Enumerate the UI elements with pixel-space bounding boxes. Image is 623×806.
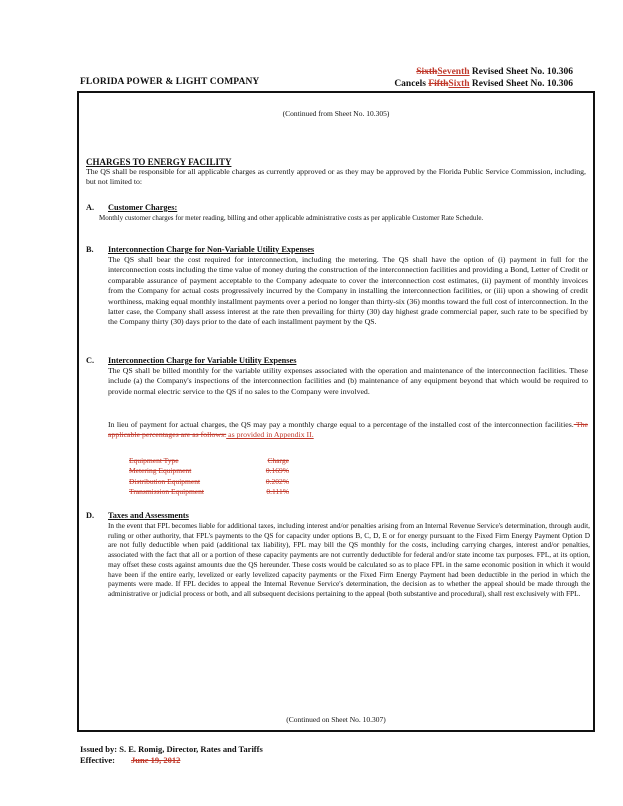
sheet-revision bbox=[394, 66, 573, 90]
rate-table-row bbox=[129, 487, 289, 497]
sheet-deleted-ordinal: Sixth bbox=[416, 67, 438, 77]
effective-line bbox=[80, 755, 263, 766]
rate-charge: 0.111% bbox=[266, 486, 289, 496]
issued-by-line bbox=[80, 744, 263, 755]
issued-by-value: S. E. Romig, Director, Rates and Tariffs bbox=[119, 744, 263, 754]
issuance-block bbox=[80, 744, 263, 766]
company-name: FLORIDA POWER & LIGHT COMPANY bbox=[80, 77, 260, 87]
section-d-title: Taxes and Assessments bbox=[108, 511, 189, 520]
rate-table-row bbox=[129, 477, 289, 487]
cancels-sheet-line bbox=[394, 78, 573, 90]
section-c-lieu-paragraph bbox=[108, 420, 588, 441]
revised-sheet-line bbox=[394, 66, 573, 78]
cancels-added-ordinal: Sixth bbox=[448, 79, 470, 89]
section-c-body: The QS shall be billed monthly for the variable utility expenses associated with the operation and maintenance of the interconnection facilities. These include (a) the Company's inspections of the interconnection facilities and (b) maintenance of any equipment beyond that which would be required to provide normal electric service to the QS if no sales to the Company were involved. bbox=[108, 366, 588, 396]
deleted-rate-table bbox=[129, 456, 289, 497]
issued-by-label: Issued by: bbox=[80, 744, 118, 754]
section-a-letter: A. bbox=[86, 203, 95, 212]
lieu-text: In lieu of payment for actual charges, the QS may pay a monthly charge equal to a percentage of the installed cost of the interconnection facilities. bbox=[108, 420, 574, 429]
section-d-letter: D. bbox=[86, 511, 95, 520]
rate-table-header bbox=[129, 456, 289, 466]
sheet-added-ordinal: Seventh bbox=[437, 67, 470, 77]
tariff-sheet-frame bbox=[77, 91, 595, 732]
rate-table-row bbox=[129, 466, 289, 476]
continued-on-note: (Continued on Sheet No. 10.307) bbox=[286, 715, 386, 724]
section-title: CHARGES TO ENERGY FACILITY bbox=[86, 157, 232, 167]
intro-paragraph: The QS shall be responsible for all applicable charges as currently approved or as they may be approved by the Florida Public Service Commission, including, but not limited to: bbox=[86, 167, 586, 187]
continued-from-note: (Continued from Sheet No. 10.305) bbox=[282, 109, 390, 118]
lieu-added-text: as provided in Appendix II. bbox=[226, 430, 314, 440]
section-a-body: Monthly customer charges for meter reading, billing and other applicable administrative costs as per applicable Customer Rate Schedule. bbox=[99, 214, 484, 222]
section-c-title: Interconnection Charge for Variable Utility Expenses bbox=[108, 356, 297, 365]
cancels-prefix: Cancels bbox=[394, 79, 429, 89]
section-c-letter: C. bbox=[86, 356, 95, 365]
sheet-number: Revised Sheet No. 10.306 bbox=[469, 67, 573, 77]
rate-table-head-type: Equipment Type bbox=[129, 456, 179, 465]
effective-date: June 19, 2012 bbox=[131, 755, 181, 765]
cancels-deleted-ordinal: Fifth bbox=[428, 79, 449, 89]
cancels-sheet-number: Revised Sheet No. 10.306 bbox=[469, 79, 573, 89]
rate-charge: 0.202% bbox=[265, 476, 289, 486]
rate-type: Transmission Equipment bbox=[129, 486, 204, 496]
rate-type: Distribution Equipment bbox=[129, 476, 201, 486]
section-a-title: Customer Charges: bbox=[108, 203, 178, 212]
section-b-letter: B. bbox=[86, 245, 94, 254]
section-b-title: Interconnection Charge for Non-Variable Utility Expenses bbox=[108, 245, 315, 254]
rate-charge: 0.169% bbox=[265, 466, 289, 476]
lieu-deleted-text: The applicable percentages are as follows: bbox=[108, 420, 588, 440]
section-b-body: The QS shall bear the cost required for interconnection, including the metering. The QS shall have the option of (i) payment in full for the interconnection costs including the time value of money during the construction of the interconnection facilities and providing a Bond, Letter of Credit or comparable assurance of payment acceptable to the Company adequate to cover the interconnection cost estimates, (ii) payment of monthly invoices from the Company for actual costs progressively incurred by the Company in installing the interconnection facilities, or (iii) upon a showing of credit worthiness, making equal monthly installment payments over a period no longer than thirty-six (36) months toward the full cost of interconnection. In the latter case, the Company shall assess interest at the rate then prevailing for thirty (30) day highest grade commercial paper, such rate to be specified by the Company thirty (30) days prior to the date of each installment payment by the QS. bbox=[108, 255, 588, 327]
rate-type: Metering Equipment bbox=[129, 466, 192, 476]
effective-label: Effective: bbox=[80, 755, 115, 765]
section-d-body: In the event that FPL becomes liable for additional taxes, including interest and/or penalties arising from an Internal Revenue Service's determination, through audit, ruling or other authority, that FPL's payments to the QS for capacity under options B, C, D, E or for energy pursuant to the Fixed Firm Energy Payment Option D are not fully deductible when paid (additional tax liability), FPL may bill the QS monthly for the costs, including carrying charges, interest and/or penalties, associated with the fact that all or a portion of these capacity payments are not currently deductible for federal and/or state income tax purposes. FPL, at its option, may offset these costs against amounts due the QS hereunder. These costs would be calculated so as to place FPL in the same economic position in which it would have been if the entire early, levelized or early levelized capacity payments or the Fixed Firm Energy Payment had been deductible in the period in which the payments were made. If FPL decides to appeal the Internal Revenue Service's determination, the decision as to whether the appeal should be made through the administrative or judicial process or both, and all subsequent decisions pertaining to the appeal (both substantive and procedural), shall rest exclusively with FPL. bbox=[108, 521, 590, 598]
rate-table-head-charge: Charge bbox=[267, 456, 289, 465]
